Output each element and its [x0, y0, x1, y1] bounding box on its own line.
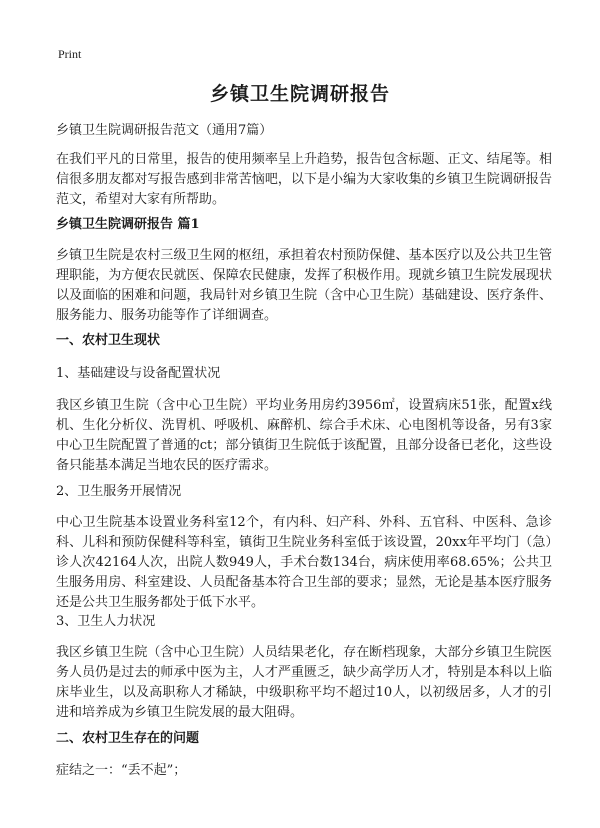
- article-intro-paragraph: 乡镇卫生院是农村三级卫生网的枢纽，承担着农村预防保健、基本医疗以及公共卫生管理职能，为方便农民就医、保障农民健康，发挥了积极作用。现就乡镇卫生院发展现状以及面临的困难和问题，我局针对乡镇卫生院（含中心卫生院）基础建设、医疗条件、服务能力、服务功能等作了详细调查。: [56, 248, 552, 323]
- intro-paragraph: 在我们平凡的日常里，报告的使用频率呈上升趋势，报告包含标题、正文、结尾等。相信很多朋友都对写报告感到非常苦恼吧，以下是小编为大家收集的乡镇卫生院调研报告范文，希望对大家有所帮助。: [56, 152, 552, 207]
- sub1-paragraph: 我区乡镇卫生院（含中心卫生院）平均业务用房约3956㎡，设置病床51张，配置x线机、生化分析仪、洗胃机、呼吸机、麻醉机、综合手术床、心电图机等设备，另有3家中心卫生院配置了普通的ct；部分镇街卫生院低于该配置，且部分设备已老化，这些设备只能基本满足当地农民的医疗需求。: [56, 398, 552, 473]
- document-title: 乡镇卫生院调研报告: [209, 83, 390, 105]
- section2-heading: 二、农村卫生存在的问题: [56, 731, 200, 746]
- sub2-paragraph: 中心卫生院基本设置业务科室12个，有内科、妇产科、外科、五官科、中医科、急诊科、儿科和预防保健科等科室，镇街卫生院业务科室低于该设置，20xx年平均门（急）诊人次42164人次，出院人数949人，手术台数134台，病床使用率68.65%；公共卫生服务用房、科室建设、人员配备基本符合卫生部的要求；显然，无论是基本医疗服务还是公共卫生服务都处于低下水平。: [56, 515, 552, 610]
- print-link[interactable]: Print: [58, 47, 82, 61]
- document-subtitle: 乡镇卫生院调研报告范文（通用7篇）: [56, 123, 273, 138]
- section1-heading: 一、农村卫生现状: [56, 333, 161, 348]
- sub3-paragraph: 我区乡镇卫生院（含中心卫生院）人员结果老化，存在断档现象，大部分乡镇卫生院医务人员仍是过去的师承中医为主，人才严重匮乏，缺少高学历人才，特别是本科以上临床毕业生，以及高职称人才稀缺，中级职称平均不超过10人，以初级居多，人才的引进和培养成为乡镇卫生院发展的最大阻碍。: [56, 645, 552, 720]
- symptom1-line: 症结之一：“丢不起”；: [56, 763, 187, 778]
- sub2-heading: 2、卫生服务开展情况: [56, 484, 182, 499]
- article-heading: 乡镇卫生院调研报告 篇1: [56, 217, 200, 232]
- sub1-heading: 1、基础建设与设备配置状况: [56, 366, 221, 381]
- sub3-heading: 3、卫生人力状况: [56, 614, 156, 629]
